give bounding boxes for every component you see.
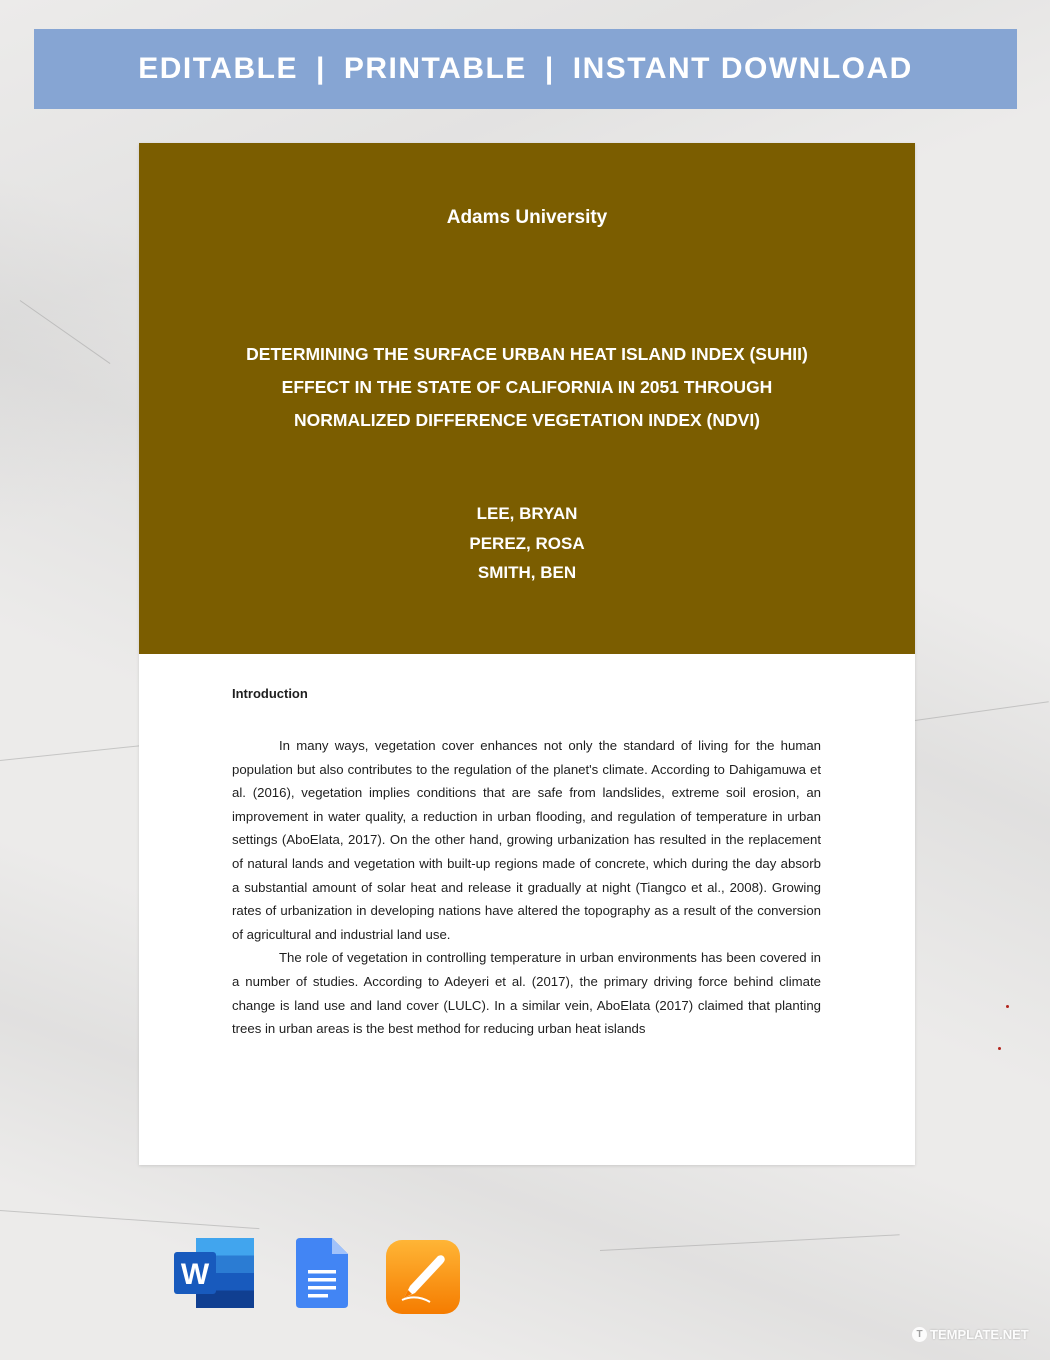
template-net-watermark — [912, 1327, 1029, 1342]
feature-banner — [34, 29, 1017, 109]
document-preview — [139, 143, 915, 1165]
banner-separator: | — [544, 52, 555, 85]
author-list — [139, 499, 915, 588]
banner-instant-download: INSTANT DOWNLOAD — [572, 52, 913, 85]
marble-vein — [0, 744, 149, 761]
marble-vein — [915, 701, 1049, 721]
banner-separator: | — [315, 52, 326, 85]
microsoft-word-icon[interactable] — [174, 1238, 254, 1308]
brand-name: TEMPLATE.NET — [930, 1327, 1029, 1342]
author-name: LEE, BRYAN — [476, 504, 578, 523]
title-line: NORMALIZED DIFFERENCE VEGETATION INDEX (NDVI) — [293, 410, 761, 430]
apple-pages-icon[interactable] — [386, 1240, 460, 1314]
author-name: PEREZ, ROSA — [469, 533, 585, 553]
author-name: SMITH, BEN — [477, 563, 577, 582]
marble-speck — [998, 1047, 1001, 1050]
body-paragraph: In many ways, vegetation cover enhances not only the standard of living for the human population but also contributes to the regulation of the planet's climate. According to Dahigamuwa et al. (2016), vegetation implies conditions that are safe from landslides, extreme soil erosion, an improvement in water quality, a reduction in urban flooding, and regulation of temperature in urban settings (AboElata, 2017). On the other hand, growing urbanization has resulted in the replacement of natural lands and vegetation with built-up regions made of concrete, which during the day absorb a substantial amount of solar heat and release it gradually at night (Tiangco et al., 2008). Growing rates of urbanization in developing nations have altered the topography as a result of the conversion of agricultural and industrial land use. — [232, 738, 821, 942]
body-paragraph: The role of vegetation in controlling temperature in urban environments has been covered in a number of studies. According to Adeyeri et al. (2017), the primary driving force behind climate change is land use and land cover (LULC). In a similar vein, AboElata (2017) claimed that planting trees in urban areas is the best method for reducing urban heat islands — [232, 950, 821, 1037]
marble-vein — [600, 1234, 900, 1251]
svg-text:W: W — [180, 1258, 210, 1291]
title-line: EFFECT IN THE STATE OF CALIFORNIA IN 2051 THROUGH — [281, 377, 773, 397]
template-logo-icon: T — [912, 1327, 927, 1342]
marble-speck — [1006, 1005, 1009, 1008]
banner-editable: EDITABLE — [138, 52, 298, 85]
title-line: DETERMINING THE SURFACE URBAN HEAT ISLAND INDEX (SUHII) — [246, 344, 808, 364]
section-heading: Introduction — [232, 686, 308, 701]
marble-vein — [20, 300, 111, 364]
introduction-section — [232, 686, 821, 1041]
paper-title — [199, 338, 855, 437]
google-docs-icon[interactable] — [296, 1238, 348, 1308]
marble-vein — [0, 1210, 259, 1229]
university-name: Adams University — [446, 207, 608, 228]
cover-section — [139, 143, 915, 654]
banner-printable: PRINTABLE — [343, 52, 527, 85]
